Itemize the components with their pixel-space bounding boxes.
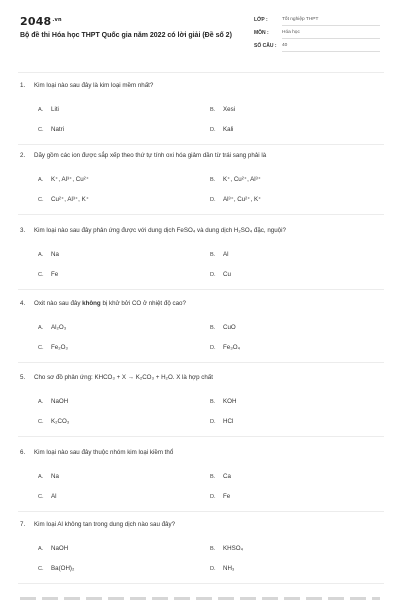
answer-option-b[interactable] (210, 176, 261, 183)
question-1 (20, 82, 385, 133)
divider (18, 72, 384, 73)
question-text: Kim loại nào sau đây là kim loại mềm nhất? (34, 82, 154, 89)
answer-option-c[interactable] (38, 418, 69, 425)
option-text: K⁺, Cu²⁺, Al³⁺ (223, 176, 261, 183)
divider (18, 289, 384, 290)
meta-row-class (254, 17, 380, 30)
answer-option-d[interactable] (210, 344, 240, 351)
option-letter: A. (38, 399, 44, 405)
answer-option-d[interactable] (210, 126, 233, 133)
question-text: Kim loại Al không tan trong dung dịch nào sau đây? (34, 521, 176, 528)
option-text: Cu (223, 271, 231, 278)
question-text: Kim loại nào sau đây phản ứng được với dung dịch FeSO₄ và dung dịch H₂SO₄ đặc, nguội? (34, 227, 286, 234)
option-text: Kali (223, 126, 234, 133)
answer-option-a[interactable] (38, 106, 59, 113)
question-stem (20, 152, 385, 160)
option-letter: C. (38, 272, 44, 278)
option-letter: C. (38, 419, 44, 425)
divider (18, 214, 384, 215)
option-letter: B. (210, 252, 216, 258)
meta-key: SỐ CÂU : (254, 43, 277, 49)
option-text: Na (51, 473, 59, 480)
option-letter: C. (38, 494, 44, 500)
answer-option-c[interactable] (38, 126, 64, 133)
question-number: 5. (20, 374, 26, 381)
answer-option-c[interactable] (38, 565, 74, 572)
question-stem (20, 521, 385, 529)
meta-key: MÔN : (254, 30, 269, 36)
option-text: Liti (51, 106, 59, 113)
question-text: Cho sơ đồ phản ứng: KHCO₃ + X → K₂CO₃ + H₂O. X là hợp chất (34, 374, 213, 381)
meta-row-count (254, 43, 380, 56)
option-letter: B. (210, 177, 216, 183)
question-stem (20, 227, 385, 235)
answer-option-d[interactable] (210, 418, 233, 425)
option-letter: D. (210, 345, 216, 351)
answer-option-a[interactable] (38, 398, 68, 405)
option-letter: A. (38, 177, 44, 183)
question-number: 4. (20, 300, 26, 307)
option-text: Na (51, 251, 59, 258)
answer-option-b[interactable] (210, 324, 236, 331)
meta-value: 40 (282, 43, 380, 52)
question-stem (20, 449, 385, 457)
exam-meta (254, 17, 380, 56)
option-text: Cu²⁺, Al³⁺, K⁺ (51, 196, 89, 203)
option-letter: C. (38, 197, 44, 203)
question-text: bị khử bởi CO ở nhiệt độ cao? (100, 300, 186, 307)
question-number: 1. (20, 82, 26, 89)
option-letter: D. (210, 566, 216, 572)
answer-option-c[interactable] (38, 196, 89, 203)
divider (18, 511, 384, 512)
question-7 (20, 521, 385, 572)
option-text: Ca (223, 473, 231, 480)
option-text: NaOH (51, 398, 69, 405)
answer-option-a[interactable] (38, 473, 59, 480)
meta-value: Tốt nghiệp THPT (282, 17, 380, 26)
answer-option-d[interactable] (210, 271, 231, 278)
question-5 (20, 374, 385, 425)
meta-row-subject (254, 30, 380, 43)
option-letter: B. (210, 325, 216, 331)
answer-option-d[interactable] (210, 196, 261, 203)
next-question-cut (20, 595, 380, 600)
option-text: KHSO₄ (223, 545, 244, 552)
site-logo[interactable]: $2048^{.vn}$ (20, 15, 62, 28)
answer-option-a[interactable] (38, 545, 68, 552)
question-stem (20, 82, 385, 90)
answer-option-d[interactable] (210, 565, 234, 572)
answer-option-d[interactable] (210, 493, 230, 500)
answer-option-c[interactable] (38, 493, 57, 500)
option-text: KOH (223, 398, 237, 405)
question-6 (20, 449, 385, 500)
question-text: Oxit nào sau đây (34, 300, 83, 307)
option-letter: D. (210, 197, 216, 203)
question-number: 6. (20, 449, 26, 456)
option-text: Fe₃O₄ (223, 344, 241, 351)
answer-option-c[interactable] (38, 344, 68, 351)
answer-option-a[interactable] (38, 324, 66, 331)
answer-option-a[interactable] (38, 176, 89, 183)
answer-option-b[interactable] (210, 473, 231, 480)
option-letter: B. (210, 107, 216, 113)
question-stem (20, 300, 385, 308)
divider (18, 144, 384, 145)
option-text: NH₃ (223, 565, 235, 572)
option-text: K⁺, Al³⁺, Cu²⁺ (51, 176, 89, 183)
option-text: Al³⁺, Cu²⁺, K⁺ (223, 196, 262, 203)
option-text: Al₂O₃ (51, 324, 67, 331)
option-letter: A. (38, 252, 44, 258)
option-letter: B. (210, 474, 216, 480)
answer-option-b[interactable] (210, 545, 243, 552)
question-number: 2. (20, 152, 26, 159)
question-number: 7. (20, 521, 26, 528)
answer-option-a[interactable] (38, 251, 59, 258)
question-4 (20, 300, 385, 351)
question-text: Dãy gồm các ion được sắp xếp theo thứ tự tính oxi hóa giảm dần từ trái sang phải là (34, 152, 267, 159)
option-letter: C. (38, 345, 44, 351)
option-text: Ba(OH)₂ (51, 565, 75, 572)
option-text: NaOH (51, 545, 69, 552)
option-letter: B. (210, 399, 216, 405)
meta-key: LỚP : (254, 17, 268, 23)
option-letter: D. (210, 494, 216, 500)
option-letter: B. (210, 546, 216, 552)
option-letter: D. (210, 419, 216, 425)
option-letter: C. (38, 127, 44, 133)
option-letter: A. (38, 325, 44, 331)
option-text: K₂CO₃ (51, 418, 70, 425)
meta-value: Hóa học (282, 30, 380, 39)
option-text: Fe₂O₃ (51, 344, 68, 351)
option-text: HCl (223, 418, 234, 425)
page-title: Bộ đề thi Hóa học THPT Quốc gia năm 2022 có lời giải (Đề số 2) (20, 32, 232, 39)
question-number: 3. (20, 227, 26, 234)
option-letter: A. (38, 474, 44, 480)
question-emphasis: không (82, 300, 101, 307)
option-text: CuO (223, 324, 236, 331)
question-2 (20, 152, 385, 203)
option-letter: D. (210, 272, 216, 278)
question-stem (20, 374, 385, 382)
option-letter: C. (38, 566, 44, 572)
answer-option-b[interactable] (210, 106, 235, 113)
option-text: Fe (223, 493, 231, 500)
answer-option-c[interactable] (38, 271, 58, 278)
option-letter: A. (38, 546, 44, 552)
divider (18, 436, 384, 437)
answer-option-b[interactable] (210, 251, 229, 258)
option-text: Natri (51, 126, 65, 133)
question-3 (20, 227, 385, 278)
option-letter: A. (38, 107, 44, 113)
question-text: Kim loại nào sau đây thuộc nhóm kim loại kiềm thổ (34, 449, 174, 456)
option-text: Al (51, 493, 57, 500)
option-text: Al (223, 251, 229, 258)
divider (18, 362, 384, 363)
option-text: Xesi (223, 106, 236, 113)
divider (18, 583, 384, 584)
option-letter: D. (210, 127, 216, 133)
answer-option-b[interactable] (210, 398, 236, 405)
option-text: Fe (51, 271, 59, 278)
